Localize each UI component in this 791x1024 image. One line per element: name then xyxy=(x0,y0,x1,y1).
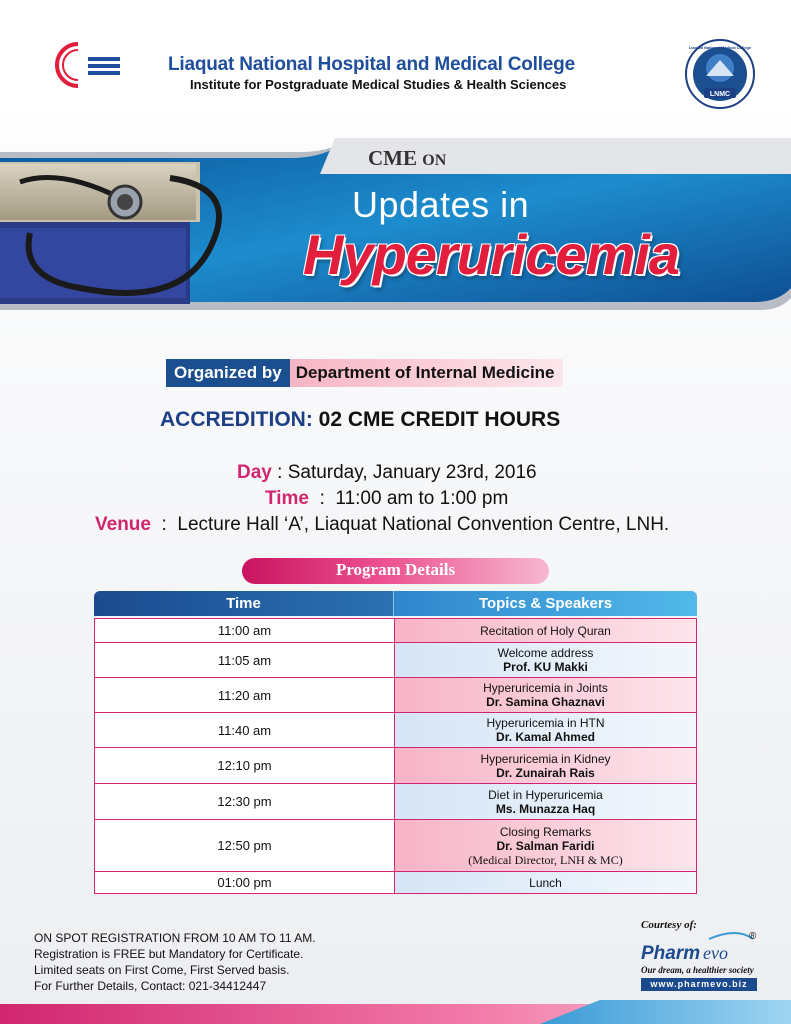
college-seal xyxy=(684,38,756,110)
topic-title: Recitation of Holy Quran xyxy=(480,623,611,638)
venue-label: Venue xyxy=(95,514,151,535)
cme-heading xyxy=(368,146,446,171)
table-row xyxy=(95,872,696,894)
time-column-header: Time xyxy=(94,591,394,616)
registration-fee: Registration is FREE but Mandatory for Certificate. xyxy=(34,947,304,961)
seal-label: LNMC xyxy=(709,91,731,98)
table-row xyxy=(95,784,696,820)
row-time: 11:40 am xyxy=(95,713,395,747)
seats-note: Limited seats on First Come, First Served basis. xyxy=(34,963,290,977)
table-header xyxy=(94,591,697,616)
topic-title: Closing Remarks xyxy=(499,824,592,839)
registration-time: ON SPOT REGISTRATION FROM 10 AM TO 11 AM. xyxy=(34,931,316,945)
row-time: 12:10 pm xyxy=(95,748,395,783)
table-row xyxy=(95,619,696,643)
row-topic xyxy=(395,872,696,893)
row-topic xyxy=(395,748,696,783)
topic-title: Diet in Hyperuricemia xyxy=(488,787,603,802)
row-topic xyxy=(395,784,696,819)
venue-line: Venue : Lecture Hall ‘A’, Liaquat National Convention Centre, LNH. xyxy=(95,514,670,535)
sponsor-name-a: Pharm xyxy=(641,943,701,964)
topics-column-header: Topics & Speakers xyxy=(394,591,697,616)
organizer-department: Department of Internal Medicine xyxy=(290,359,563,387)
sponsor-logo xyxy=(637,929,767,969)
speaker-name: Ms. Munazza Haq xyxy=(495,801,596,816)
contact-info: For Further Details, Contact: 021-34412447 xyxy=(34,979,267,993)
accreditation: ACCREDITION: 02 CME CREDIT HOURS xyxy=(160,408,561,431)
venue-value: Lecture Hall ‘A’, Liaquat National Convention Centre, LNH. xyxy=(177,514,670,535)
speaker-name: Dr. Salman Faridi xyxy=(496,838,595,853)
topic-title: Hyperuricemia in Joints xyxy=(483,681,608,695)
row-time: 12:30 pm xyxy=(95,784,395,819)
sponsor-website: www.pharmevo.biz xyxy=(641,978,757,991)
row-time: 11:00 am xyxy=(95,619,395,642)
institution-title: Liaquat National Hospital and Medical College xyxy=(168,54,575,75)
speaker-name: Dr. Kamal Ahmed xyxy=(496,730,595,744)
row-time: 11:05 am xyxy=(95,643,395,677)
hospital-logo xyxy=(48,40,124,90)
cme-text: CME xyxy=(368,146,417,170)
organizer-banner xyxy=(166,359,563,387)
program-table xyxy=(94,591,697,894)
table-row xyxy=(95,713,696,748)
row-topic xyxy=(395,643,696,677)
topic-title: Hyperuricemia in Kidney xyxy=(480,751,611,766)
headline-line1: Updates in xyxy=(352,184,530,225)
accreditation-value: 02 CME CREDIT HOURS xyxy=(318,408,561,431)
table-row xyxy=(95,678,696,713)
on-text: ON xyxy=(422,152,447,169)
table-row xyxy=(95,748,696,784)
institution-subtitle: Institute for Postgraduate Medical Studies & Health Sciences xyxy=(190,77,567,92)
row-time: 11:20 am xyxy=(95,678,395,712)
time-value: 11:00 am to 1:00 pm xyxy=(335,488,509,509)
row-topic xyxy=(395,820,696,871)
topic-title: Welcome address xyxy=(497,646,594,660)
row-time: 12:50 pm xyxy=(95,820,395,871)
row-topic xyxy=(395,619,696,642)
speaker-name: Dr. Samina Ghaznavi xyxy=(486,695,605,709)
sponsor-name-b: evo xyxy=(703,943,728,963)
row-time: 01:00 pm xyxy=(95,872,395,893)
row-topic xyxy=(395,678,696,712)
speaker-name: Dr. Zunairah Rais xyxy=(496,765,595,780)
registration-notes xyxy=(34,930,354,994)
day-value: Saturday, January 23rd, 2016 xyxy=(287,462,537,483)
organized-label: Organized by xyxy=(166,359,290,387)
table-row xyxy=(95,820,696,872)
day-line: Day : Saturday, January 23rd, 2016 xyxy=(237,462,537,483)
registered-mark: ® xyxy=(749,931,757,942)
day-label: Day xyxy=(237,462,272,483)
table-body xyxy=(94,618,697,894)
sponsor-tagline: Our dream, a healthier society xyxy=(641,965,754,975)
row-topic xyxy=(395,713,696,747)
program-details-title: Program Details xyxy=(242,558,549,584)
time-line: Time : 11:00 am to 1:00 pm xyxy=(265,488,509,509)
accreditation-label: ACCREDITION xyxy=(160,408,306,431)
bottom-accent-bar xyxy=(0,1000,791,1024)
topic-title: Lunch xyxy=(529,875,562,890)
speaker-name: Prof. KU Makki xyxy=(503,660,588,674)
topic-title: Hyperuricemia in HTN xyxy=(486,716,605,730)
speaker-note: (Medical Director, LNH & MC) xyxy=(468,852,623,867)
table-row xyxy=(95,643,696,678)
headline-line2: Hyperuricemia xyxy=(303,223,680,286)
courtesy-label: Courtesy of: xyxy=(641,919,697,931)
time-label: Time xyxy=(265,488,310,509)
seal-ring-text: Liaquat National Medical College xyxy=(688,45,752,50)
